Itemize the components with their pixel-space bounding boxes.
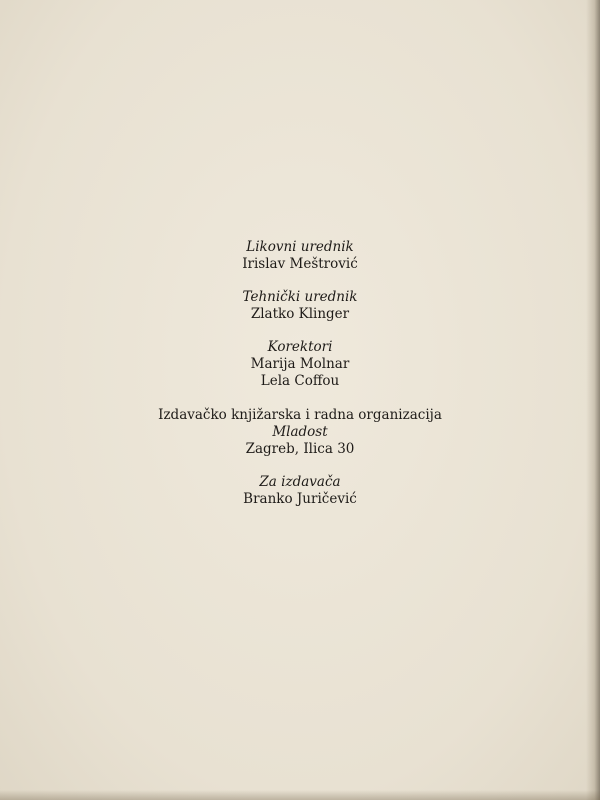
art-editor-name: Irislav Meštrović bbox=[242, 256, 358, 272]
for-publisher-name: Branko Juričević bbox=[243, 491, 357, 507]
technical-editor-name: Zlatko Klinger bbox=[250, 306, 350, 322]
proofreader-name: Marija Molnar bbox=[250, 356, 350, 372]
technical-editor-role: Tehnički urednik bbox=[242, 289, 358, 305]
proofreader-name: Lela Coffou bbox=[260, 373, 340, 389]
art-editor-role: Likovni urednik bbox=[246, 239, 354, 255]
publisher-organization: Izdavačko knjižarska i radna organizacija bbox=[158, 407, 442, 423]
for-publisher-role: Za izdavača bbox=[259, 474, 341, 490]
publisher-address: Zagreb, Ilica 30 bbox=[245, 441, 355, 457]
page-edge-shadow bbox=[586, 0, 600, 800]
proofreaders-role: Korektori bbox=[267, 339, 333, 355]
page-bottom-shadow bbox=[0, 790, 600, 800]
publisher-name: Mladost bbox=[272, 424, 328, 440]
